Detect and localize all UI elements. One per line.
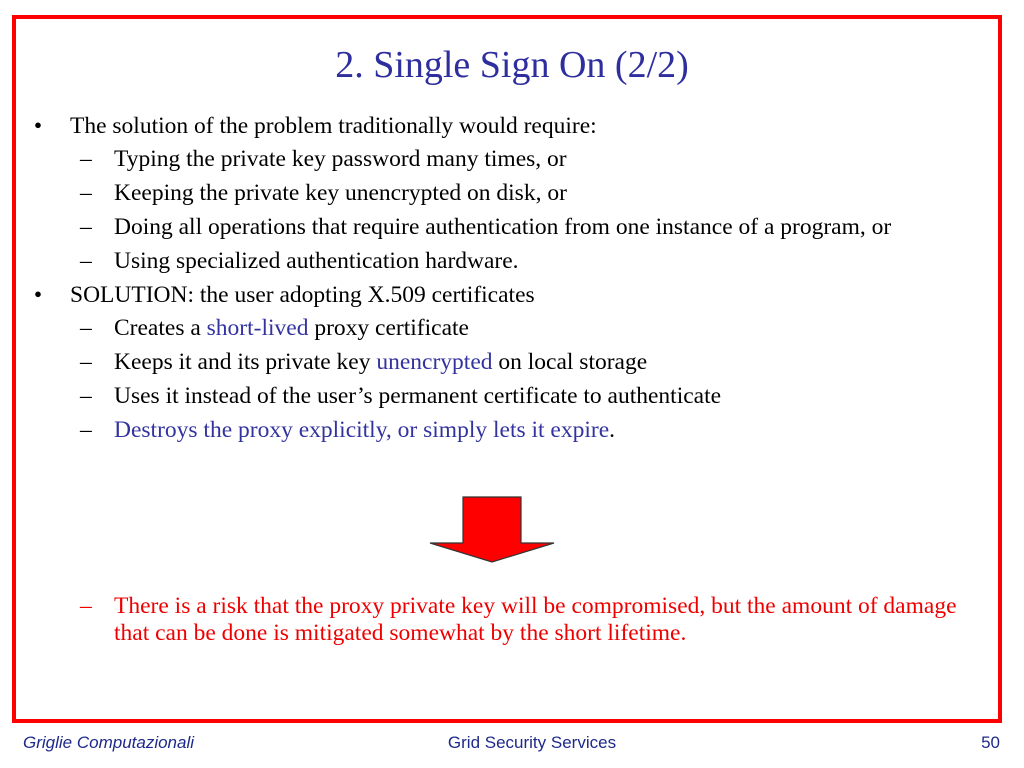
bullet-marker: • (33, 282, 43, 308)
page-number: 50 (981, 733, 1000, 752)
dash-marker: – (80, 417, 92, 443)
dash-marker: – (80, 349, 92, 375)
dash-marker: – (80, 383, 92, 409)
dash-marker: – (80, 315, 92, 341)
dash-marker: – (80, 180, 92, 206)
sub-item (28, 180, 958, 207)
sub-item-text-pre: Creates a (114, 315, 207, 341)
dash-marker: – (80, 248, 92, 274)
bullet-text: The solution of the problem traditionally would require: (70, 113, 597, 139)
dash-marker: – (80, 214, 92, 240)
dash-marker: – (80, 593, 92, 619)
highlight-unencrypted: unencrypted (376, 349, 493, 375)
risk-text: There is a risk that the proxy private key will be compromised, but the amount of damage that can be done is mitigated somewhat by the short lifetime. (114, 593, 957, 646)
highlight-short-lived: short-lived (206, 315, 309, 341)
bullet-item (28, 113, 958, 140)
sub-item-text-post: . (609, 417, 616, 443)
footer-topic: Grid Security Services (447, 733, 617, 752)
dash-marker: – (80, 146, 92, 172)
sub-item-text: Typing the private key password many times, or (114, 146, 567, 172)
sub-item (28, 315, 958, 342)
sub-item (28, 248, 958, 275)
sub-item-text-post: proxy certificate (308, 315, 469, 341)
sub-item (28, 146, 958, 173)
sub-item-text-post: on local storage (492, 349, 648, 375)
slide-title: 2. Single Sign On (2/2) (335, 44, 689, 86)
bullet-marker: • (33, 113, 43, 139)
sub-item-text: Doing all operations that require authentication from one instance of a program, or (114, 214, 892, 240)
highlight-destroys-proxy: Destroys the proxy explicitly, or simply lets it expire (114, 417, 610, 443)
slide-content (28, 113, 958, 451)
footer-course: Griglie Computazionali (23, 733, 195, 752)
sub-item (28, 349, 958, 376)
sub-item-text: Uses it instead of the user’s permanent certificate to authenticate (114, 383, 722, 409)
bullet-text: SOLUTION: the user adopting X.509 certificates (70, 282, 535, 308)
sub-item (28, 383, 958, 410)
sub-item-text-pre: Keeps it and its private key (114, 349, 377, 375)
sub-item-text: Using specialized authentication hardware. (114, 248, 519, 274)
risk-note (28, 593, 958, 654)
sub-item (28, 214, 958, 241)
sub-item-text: Keeping the private key unencrypted on disk, or (114, 180, 567, 206)
sub-item (28, 593, 958, 647)
sub-item (28, 417, 958, 444)
down-arrow-icon (428, 496, 556, 564)
bullet-item (28, 282, 958, 309)
